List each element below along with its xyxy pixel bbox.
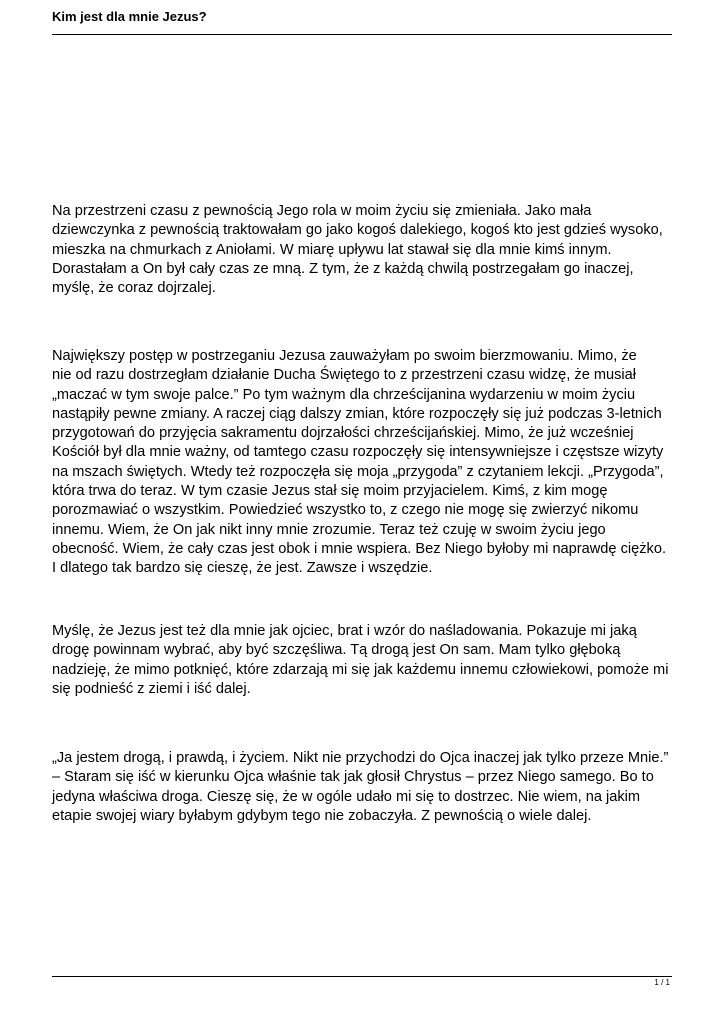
- paragraph-4: „Ja jestem drogą, i prawdą, i życiem. Nikt nie przychodzi do Ojca inaczej jak tylko przeze Mnie.” – Staram się iść w kierunku Ojca właśnie tak jak głosił Chrystus – przez Niego samego. Bo to jedyna właściwa droga. Cieszę się, że w ogóle udało mi się to dostrzec. Nie wiem, na jakim etapie swojej wiary byłabym gdybym tego nie zobaczyła. Z pewnością o wiele dalej.: [52, 750, 669, 824]
- footer-divider: [52, 976, 672, 977]
- page-number: 1 / 1: [654, 978, 670, 987]
- header-divider: [52, 34, 672, 35]
- paragraph-1: Na przestrzeni czasu z pewnością Jego rola w moim życiu się zmieniała. Jako mała dziewczynka z pewnością traktowałam go jako kogoś dalekiego, kogoś kto jest gdzieś wysoko, mieszka na chmurkach z Aniołami. W miarę upływu lat stawał się dla mnie kimś innym. Dorastałam a On był cały czas ze mną. Z tym, że z każdą chwilą postrzegałam go inaczej, myślę, że coraz dojrzalej.: [52, 203, 663, 297]
- page-title: Kim jest dla mnie Jezus?: [52, 9, 207, 24]
- paragraph-3: Myślę, że Jezus jest też dla mnie jak ojciec, brat i wzór do naśladowania. Pokazuje mi jaką drogę powinnam wybrać, aby być szczęśliwa. Tą drogą jest On sam. Mam tylko głęboką nadzieję, że mimo potknięć, które zdarzają mi się jak każdemu innemu człowiekowi, pomoże mi się podnieść z ziemi i iść dalej.: [52, 623, 669, 697]
- paragraph-2: Największy postęp w postrzeganiu Jezusa zauważyłam po swoim bierzmowaniu. Mimo, że nie od razu dostrzegłam działanie Ducha Świętego to z przestrzeni czasu widzę, że musiał „maczać w tym swoje palce.” Po tym ważnym dla chrześcijanina wydarzeniu w moim życiu nastąpiły pewne zmiany. A raczej ciąg dalszy zmian, które rozpoczęły się już podczas 3-letnich przygotowań do przyjęcia sakramentu dojrzałości chrześcijańskiej. Mimo, że już wcześniej Kościół był dla mnie ważny, od tamtego czasu rozpoczęły się intensywniejsze i częstsze wizyty na mszach świętych. Wtedy też rozpoczęła się moja „przygoda” z czytaniem lekcji. „Przygoda”, która trwa do teraz. W tym czasie Jezus stał się moim przyjacielem. Kimś, z kim mogę porozmawiać o wszystkim. Powiedzieć wszystko to, z czego nie mogę się zwierzyć nikomu innemu. Wiem, że On jak nikt inny mnie zrozumie. Teraz też czuję w swoim życiu jego obecność. Wiem, że cały czas jest obok i mnie wspiera. Bez Niego byłoby mi naprawdę ciężko. I dlatego tak bardzo się cieszę, że jest. Zawsze i wszędzie.: [52, 348, 667, 577]
